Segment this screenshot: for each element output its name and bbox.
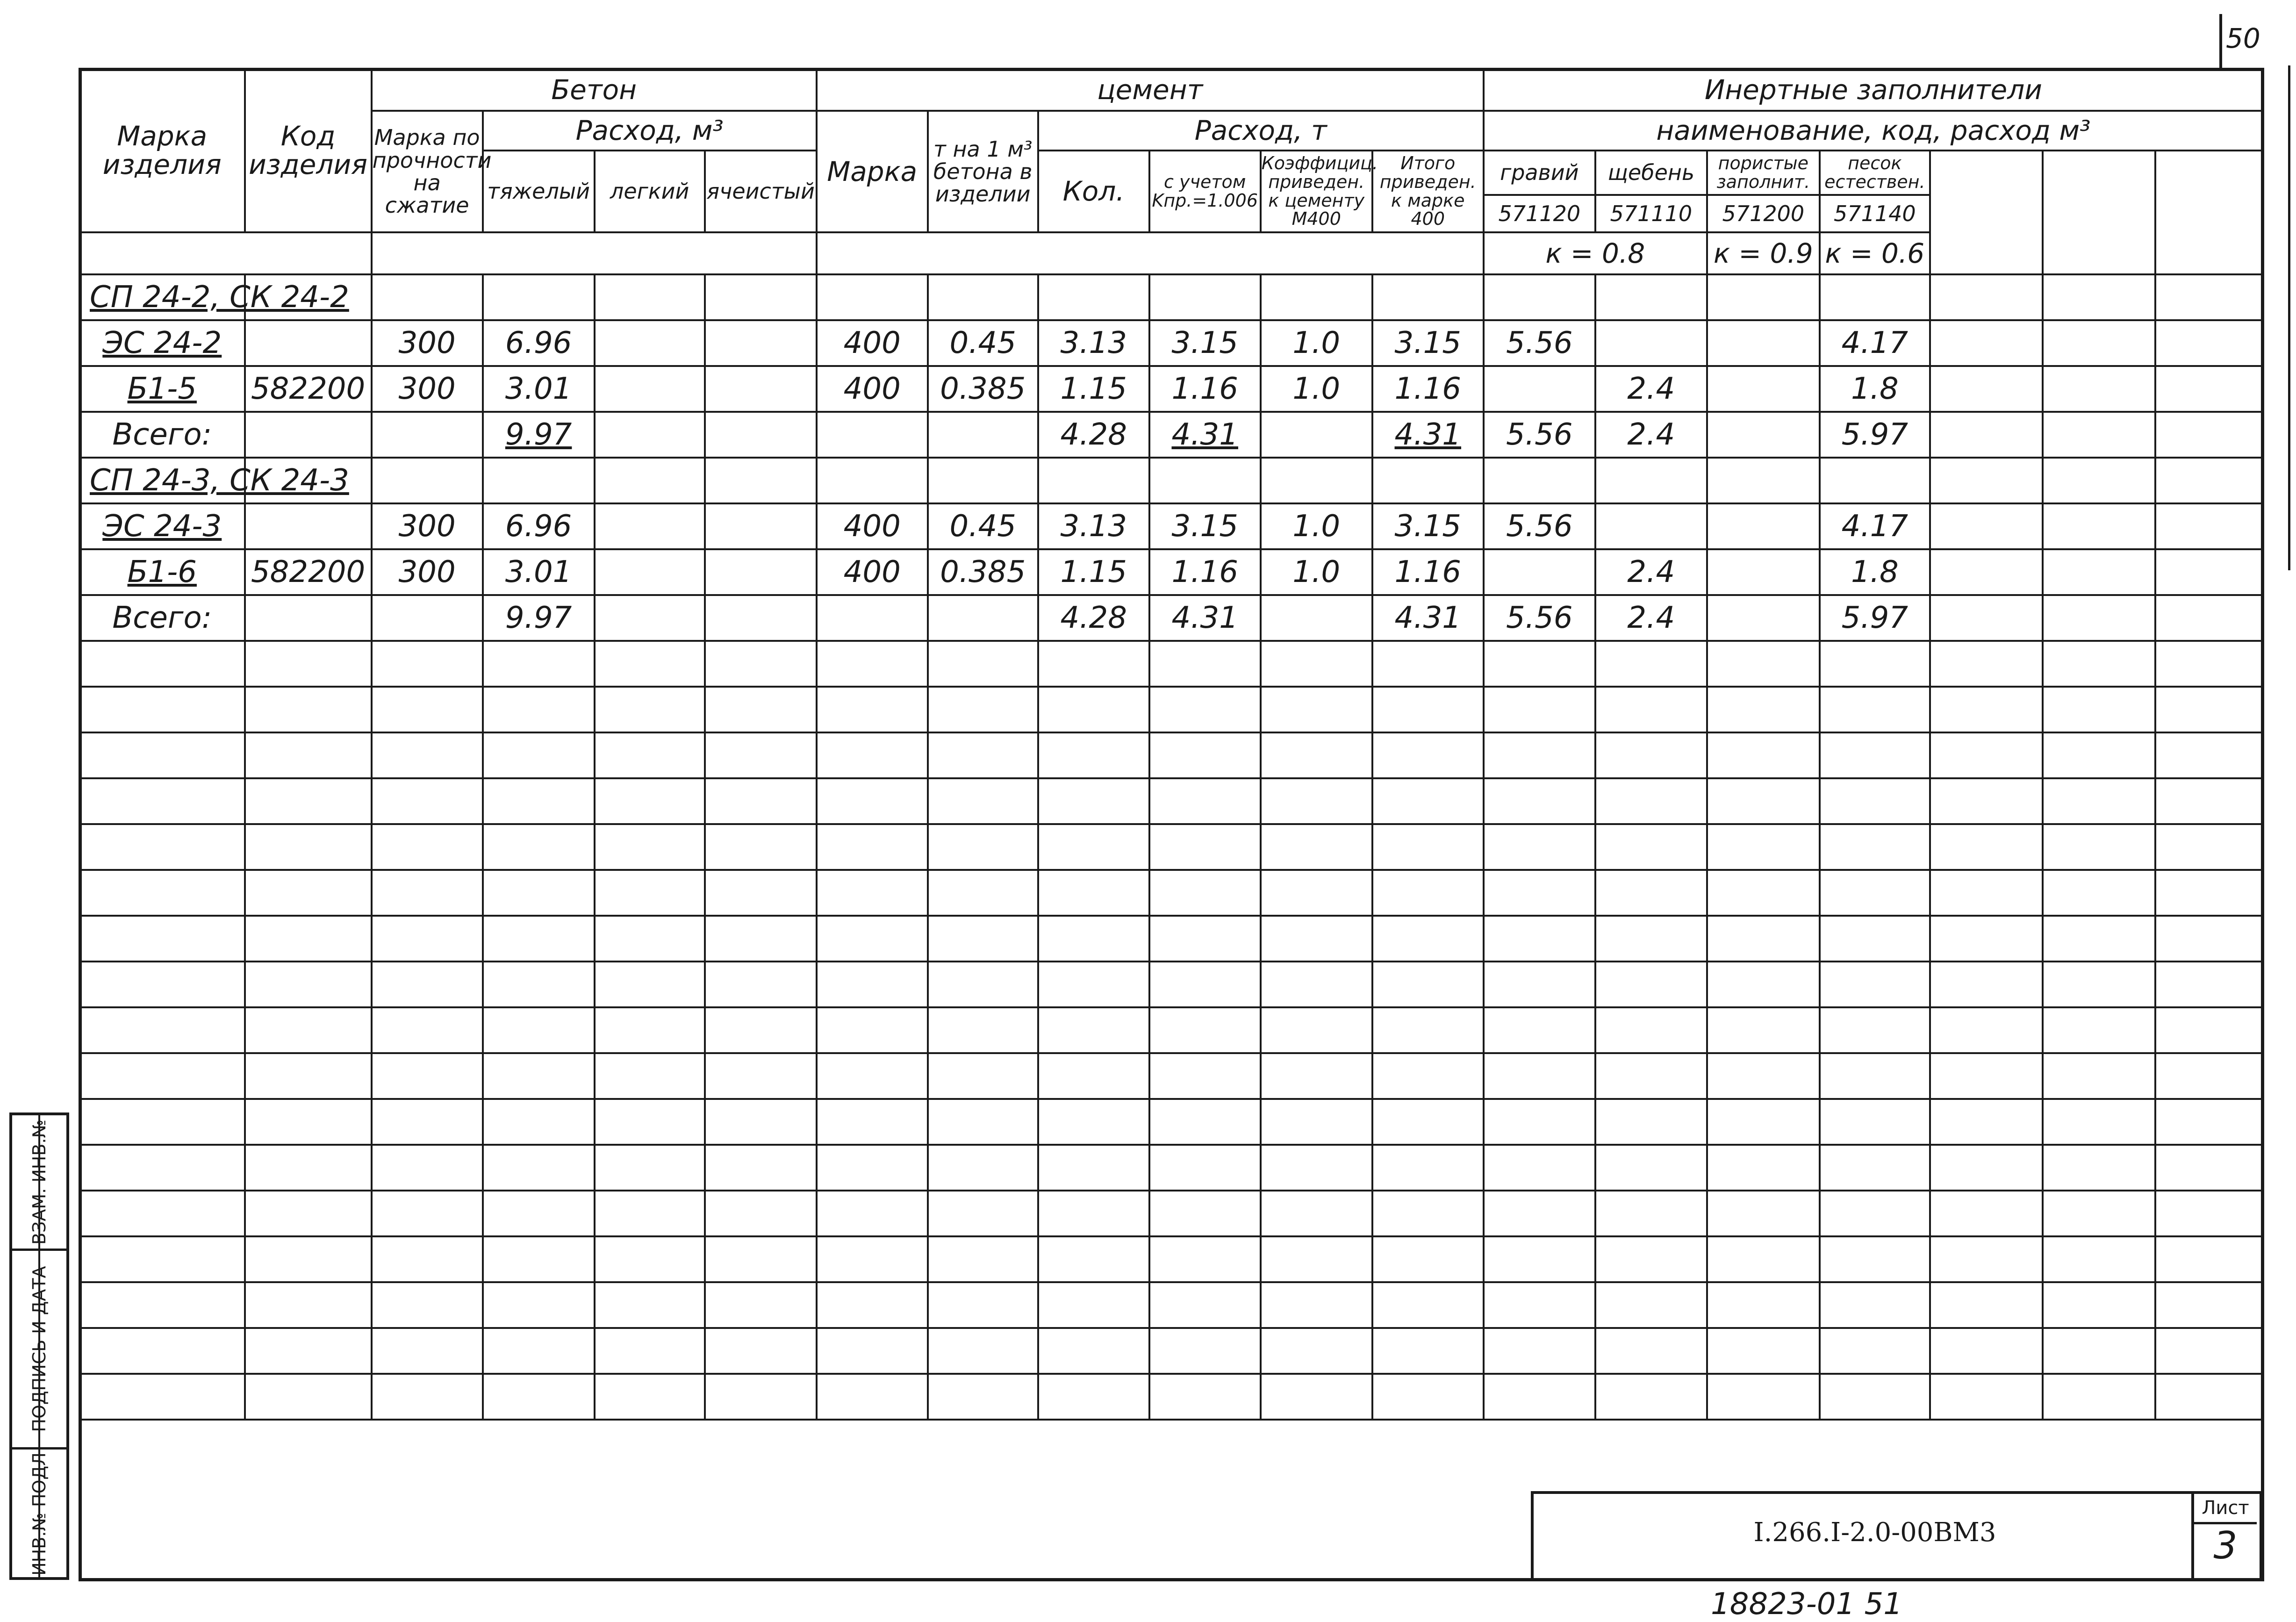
cell-koef: 1.0	[1261, 503, 1372, 549]
cell-s-uch: 1.16	[1149, 549, 1261, 595]
header-cement-kol: Кол.	[1038, 151, 1149, 232]
cell-pesok: 5.97	[1820, 412, 1930, 458]
cell-pesok: 1.8	[1820, 549, 1930, 595]
cell-kol: 3.13	[1038, 320, 1149, 366]
cell-s-uch: 4.31	[1149, 595, 1261, 641]
cell-itogo: 4.31	[1372, 595, 1484, 641]
cell-tyazh: 3.01	[483, 549, 595, 595]
header-cement: цемент	[817, 69, 1484, 111]
header-inert-pesok: песок естествен.	[1820, 151, 1930, 195]
cell-kol: 1.15	[1038, 549, 1149, 595]
cell-c-marka: 400	[817, 320, 928, 366]
header-kod-izdelia: Код изделия	[245, 69, 372, 232]
header-inert-k-06: к = 0.6	[1820, 232, 1930, 274]
cell-c-marka: 400	[817, 503, 928, 549]
cell-shcheben: 2.4	[1595, 366, 1707, 412]
header-marka-izdelia: Марка изделия	[79, 69, 245, 232]
header-beton-raskhod: Расход, м³	[483, 111, 817, 151]
cell-shcheben: 2.4	[1595, 412, 1707, 458]
cell-marka: ЭС 24-3	[79, 503, 245, 549]
cell-s-uch: 4.31	[1149, 412, 1261, 458]
cell-marka: СП 24-2, СК 24-2	[79, 274, 245, 320]
cell-c-marka: 400	[817, 549, 928, 595]
header-beton-yacheisty: ячеистый	[705, 151, 817, 232]
right-edge-rule	[2288, 65, 2290, 570]
cell-t-m3: 0.45	[928, 320, 1038, 366]
bottom-note: 18823-01 51	[1711, 1587, 1902, 1622]
cell-itogo: 3.15	[1372, 503, 1484, 549]
cell-graviy: 5.56	[1484, 412, 1595, 458]
header-inert: Инертные заполнители	[1484, 69, 2263, 111]
cell-s-uch: 3.15	[1149, 503, 1261, 549]
cell-t-m3: 0.385	[928, 366, 1038, 412]
sheet-box	[2191, 1494, 2260, 1578]
cell-shcheben: 2.4	[1595, 595, 1707, 641]
cell-koef: 1.0	[1261, 320, 1372, 366]
cell-graviy: 5.56	[1484, 320, 1595, 366]
cell-tyazh: 6.96	[483, 320, 595, 366]
cell-tyazh: 9.97	[483, 595, 595, 641]
cell-marka: СП 24-3, СК 24-3	[79, 458, 245, 503]
side-stamp	[9, 1112, 69, 1580]
header-inert-code-graviy: 571120	[1484, 195, 1595, 232]
cell-graviy: 5.56	[1484, 503, 1595, 549]
side-label-inv-podl: ИНВ.№ ПОДЛ	[29, 1452, 50, 1576]
header-inert-code-poristy: 571200	[1707, 195, 1820, 232]
cell-itogo: 1.16	[1372, 366, 1484, 412]
header-inert-k-09: к = 0.9	[1707, 232, 1820, 274]
header-cement-marka: Марка	[817, 111, 928, 232]
cell-koef: 1.0	[1261, 366, 1372, 412]
header-beton-legky: легкий	[595, 151, 705, 232]
cell-tyazh: 6.96	[483, 503, 595, 549]
title-block	[1531, 1491, 2262, 1581]
cell-marka: ЭС 24-2	[79, 320, 245, 366]
header-inert-k-08: к = 0.8	[1484, 232, 1707, 274]
side-cell-inv-podl	[12, 1447, 66, 1578]
cell-pesok: 4.17	[1820, 320, 1930, 366]
cell-tyazh: 3.01	[483, 366, 595, 412]
header-cement-raskhod: Расход, т	[1038, 111, 1484, 151]
header-beton-tyazhely: тяжелый	[483, 151, 595, 232]
header-inert-poristy: пористые заполнит.	[1707, 151, 1820, 195]
cell-graviy: 5.56	[1484, 595, 1595, 641]
cell-kod: 582200	[245, 366, 372, 412]
cell-marka: Б1-6	[79, 549, 245, 595]
cell-pesok: 4.17	[1820, 503, 1930, 549]
header-cement-s-uchetom: с учетом Kпр.=1.006	[1149, 151, 1261, 232]
cell-koef: 1.0	[1261, 549, 1372, 595]
sheet-label: Лист	[2194, 1494, 2257, 1524]
header-inert-shcheben: щебень	[1595, 151, 1707, 195]
cell-shcheben: 2.4	[1595, 549, 1707, 595]
page-number-rule	[2219, 14, 2222, 70]
header-inert-code-pesok: 571140	[1820, 195, 1930, 232]
cell-prochn: 300	[372, 320, 483, 366]
cell-s-uch: 1.16	[1149, 366, 1261, 412]
header-cement-itogo: Итого приведен. к марке 400	[1372, 151, 1484, 232]
cell-prochn: 300	[372, 549, 483, 595]
cell-c-marka: 400	[817, 366, 928, 412]
cell-prochn: 300	[372, 366, 483, 412]
cell-prochn: 300	[372, 503, 483, 549]
side-label-podpis-data: ПОДПИСЬ И ДАТА	[29, 1266, 50, 1432]
header-inert-graviy: гравий	[1484, 151, 1595, 195]
side-cell-vzam-inv	[12, 1113, 66, 1249]
header-beton-marka: Марка по прочности на сжатие	[372, 111, 483, 232]
side-cell-podpis-data	[12, 1249, 66, 1447]
header-inert-sub: наименование, код, расход м³	[1484, 111, 2263, 151]
cell-pesok: 5.97	[1820, 595, 1930, 641]
side-label-vzam-inv: ВЗАМ. ИНВ.№	[29, 1119, 50, 1245]
cell-tyazh: 9.97	[483, 412, 595, 458]
sheet-frame	[79, 68, 2264, 1581]
header-inert-code-shcheben: 571110	[1595, 195, 1707, 232]
header-beton: Бетон	[372, 69, 817, 111]
cell-t-m3: 0.45	[928, 503, 1038, 549]
cell-kol: 1.15	[1038, 366, 1149, 412]
cell-marka: Всего:	[79, 595, 245, 641]
sheet-number: 3	[2213, 1524, 2238, 1567]
cell-kol: 3.13	[1038, 503, 1149, 549]
cell-kod: 582200	[245, 549, 372, 595]
cell-marka: Всего:	[79, 412, 245, 458]
cell-kol: 4.28	[1038, 412, 1149, 458]
cell-pesok: 1.8	[1820, 366, 1930, 412]
cell-itogo: 1.16	[1372, 549, 1484, 595]
page-number: 50	[2226, 22, 2260, 54]
cell-kol: 4.28	[1038, 595, 1149, 641]
cell-marka: Б1-5	[79, 366, 245, 412]
document-code: I.266.I-2.0-00ВМ3	[1753, 1517, 1996, 1548]
cell-t-m3: 0.385	[928, 549, 1038, 595]
header-cement-koeff: Коэффициц. приведен. к цементу М400	[1261, 151, 1372, 232]
cell-itogo: 4.31	[1372, 412, 1484, 458]
cell-s-uch: 3.15	[1149, 320, 1261, 366]
cell-itogo: 3.15	[1372, 320, 1484, 366]
header-cement-t-na-m3: т на 1 м³ бетона в изделии	[928, 111, 1038, 232]
